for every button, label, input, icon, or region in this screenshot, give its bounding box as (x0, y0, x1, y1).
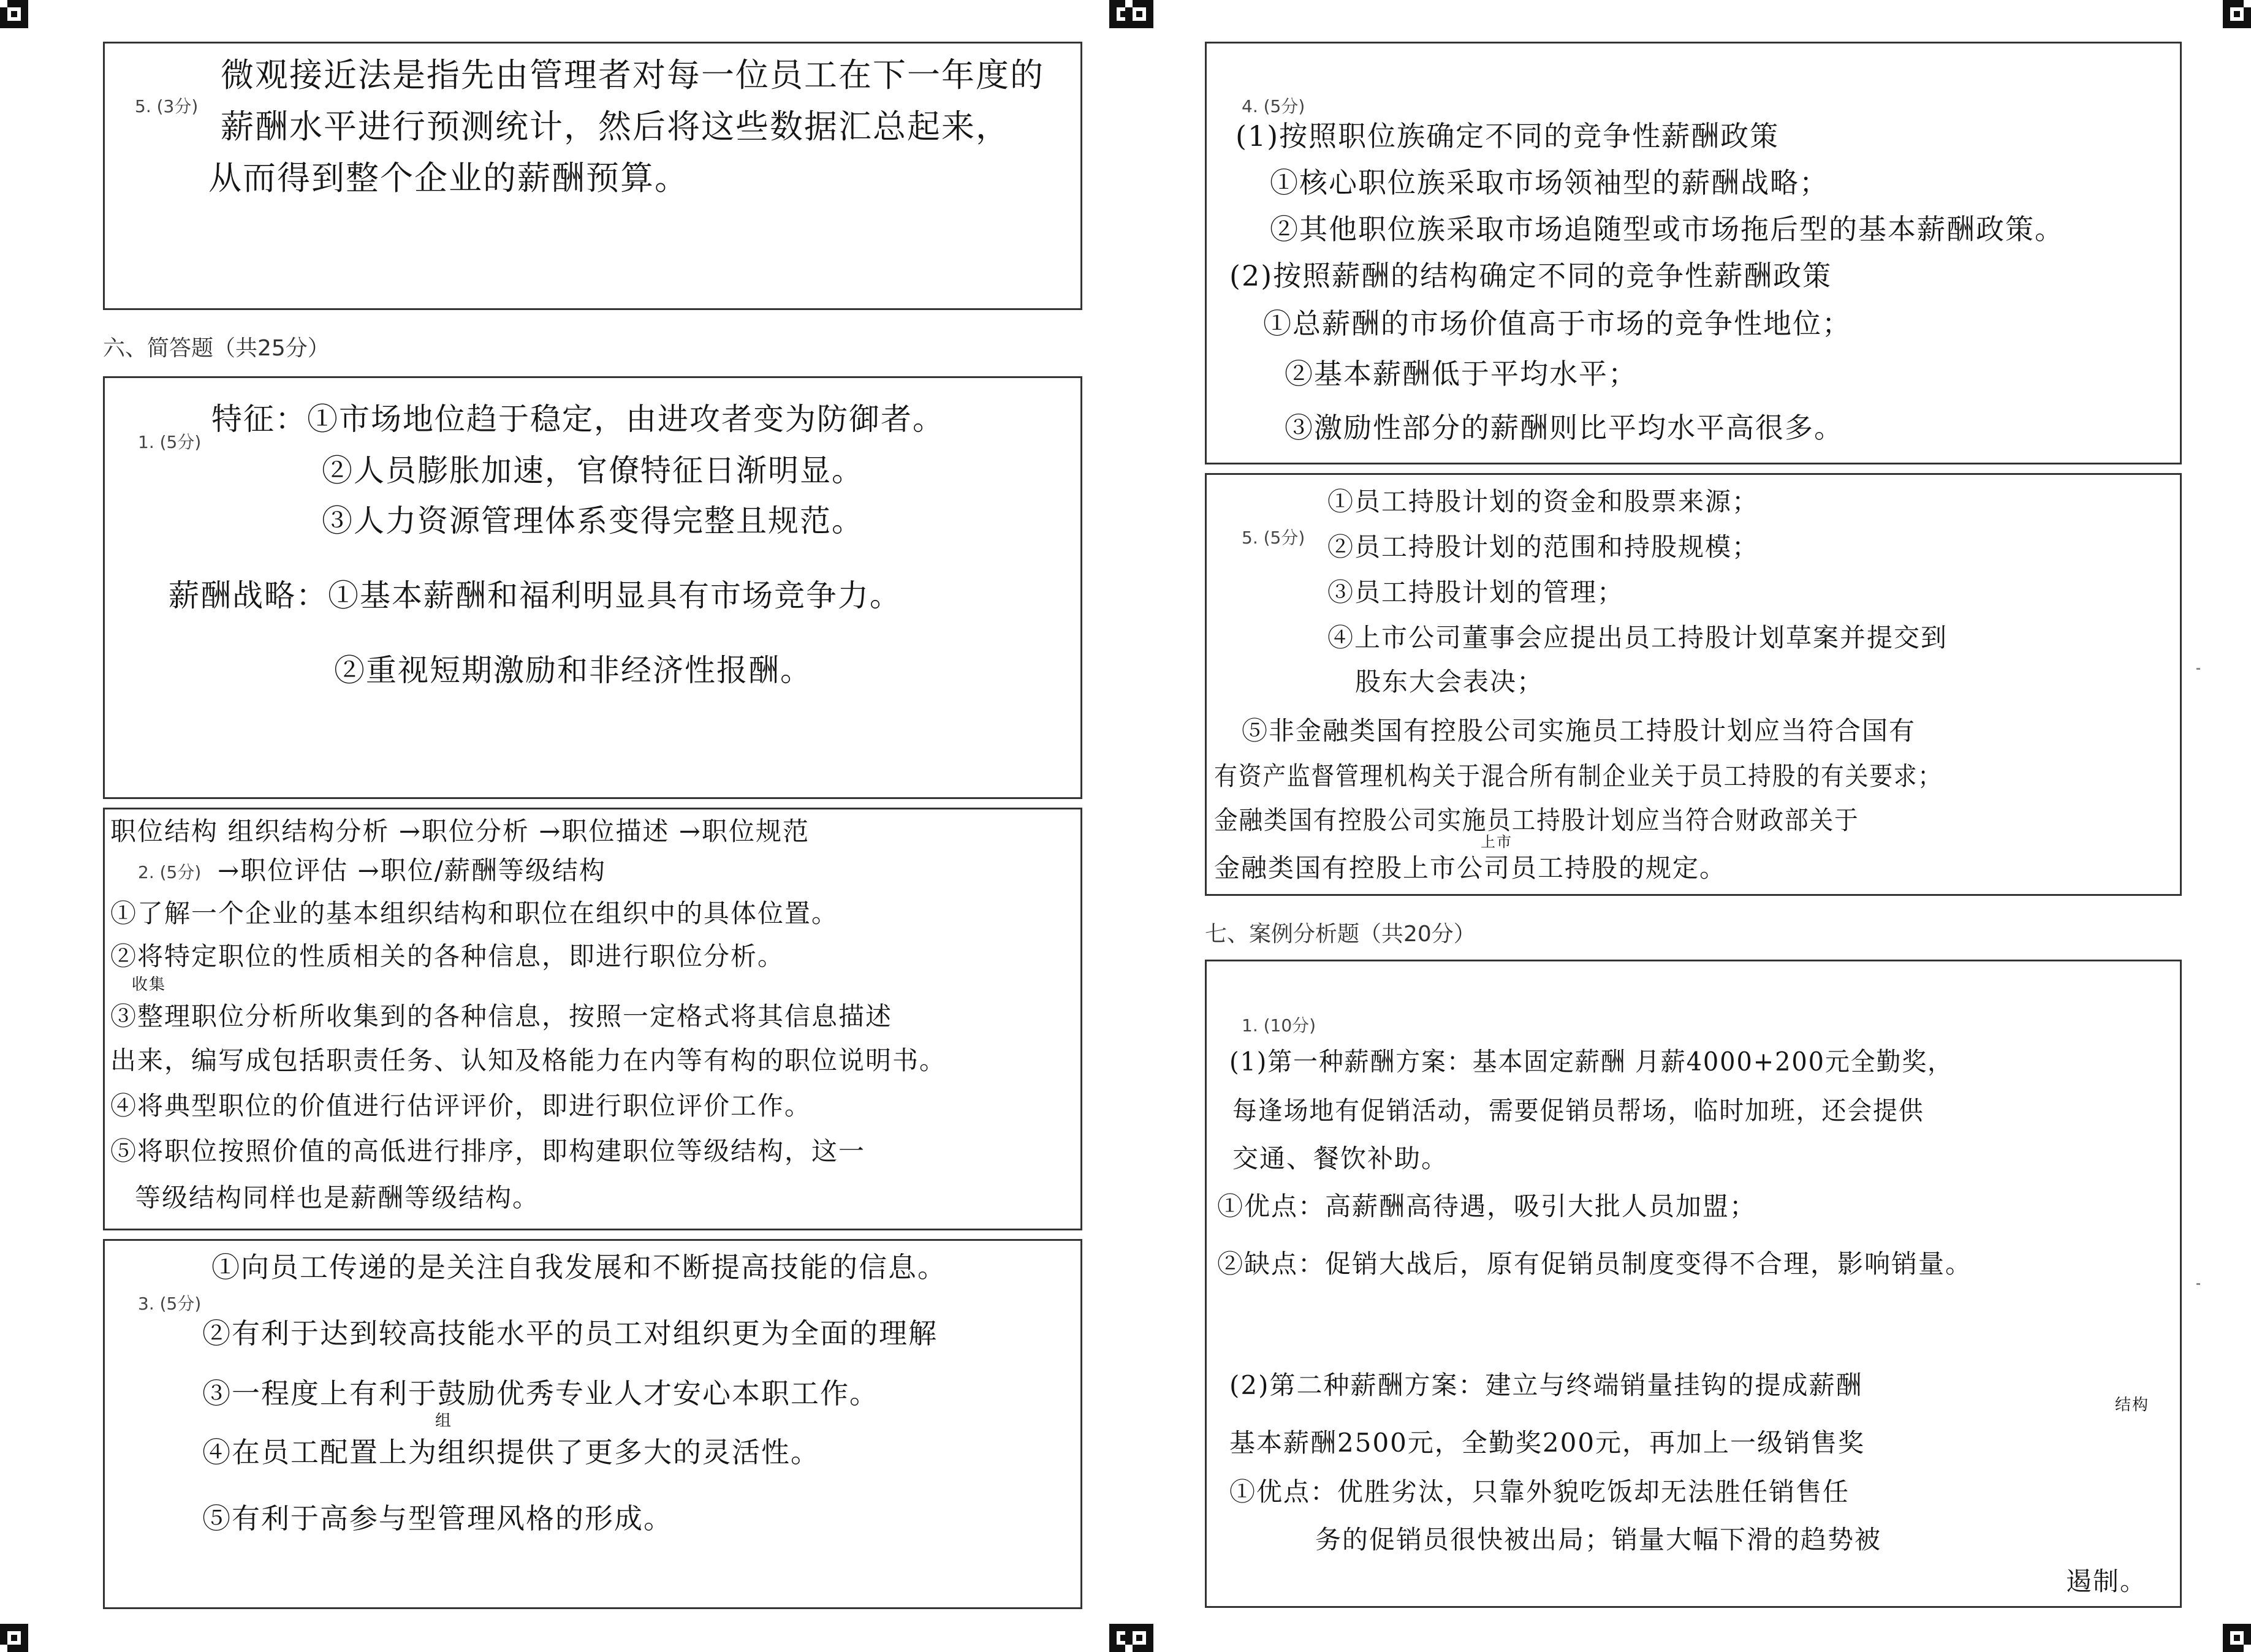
handwritten-line: ④在员工配置上为组织提供了更多大的灵活性。 (202, 1436, 820, 1469)
handwritten-line: 交通、餐饮补助。 (1232, 1143, 1449, 1173)
handwritten-line: 金融类国有控股上市公司员工持股的规定。 (1214, 853, 1727, 883)
handwritten-line: (2)第二种薪酬方案：建立与终端销量挂钩的提成薪酬 (1229, 1370, 1863, 1400)
scan-tick (2196, 1283, 2200, 1285)
handwritten-line: ③一程度上有利于鼓励优秀专业人才安心本职工作。 (202, 1377, 879, 1410)
handwritten-line: 有资产监督管理机构关于混合所有制企业关于员工持股的有关要求； (1214, 761, 1943, 791)
answer-box-q3 (103, 1239, 1082, 1609)
handwritten-line: 等级结构同样也是薪酬等级结构。 (135, 1183, 540, 1213)
handwritten-line: 特征：①市场地位趋于稳定，由进攻者变为防御者。 (211, 401, 944, 437)
handwritten-line: ③员工持股计划的管理； (1327, 577, 1625, 607)
question-label: 2. (5分) (138, 862, 202, 882)
handwritten-line: 从而得到整个企业的薪酬预算。 (208, 159, 689, 197)
handwritten-line: 股东大会表决； (1355, 667, 1544, 697)
handwritten-line: ①优点：高薪酬高待遇，吸引大批人员加盟； (1217, 1191, 1757, 1221)
handwritten-line: ④上市公司董事会应提出员工持股计划草案并提交到 (1327, 623, 1948, 653)
registration-mark-bottom-left (0, 1624, 28, 1652)
answer-sheet-right-page (1125, 0, 2251, 1652)
handwritten-line: 薪酬战略：①基本薪酬和福利明显具有市场竞争力。 (169, 578, 902, 613)
answer-sheet-left-page (0, 0, 1125, 1652)
handwritten-line: 每逢场地有促销活动，需要促销员帮场，临时加班，还会提供 (1232, 1096, 1924, 1126)
handwritten-line: ②缺点：促销大战后，原有促销员制度变得不合理，影响销量。 (1217, 1249, 1973, 1279)
handwritten-line: ①员工持股计划的资金和股票来源； (1327, 487, 1759, 517)
section-title: 七、案例分析题（共20分） (1205, 922, 1476, 947)
scan-tick (2196, 668, 2200, 670)
handwritten-line: ②基本薪酬低于平均水平； (1285, 357, 1638, 390)
registration-mark-top-right (2223, 0, 2251, 28)
question-label: 5. (3分) (135, 96, 199, 116)
handwritten-line: 职位结构 组织结构分析 →职位分析 →职位描述 →职位规范 (110, 816, 810, 846)
handwritten-line: ⑤非金融类国有控股公司实施员工持股计划应当符合国有 (1242, 716, 1916, 746)
section-title: 六、简答题（共25分） (103, 336, 330, 361)
handwritten-line: ①核心职位族采取市场领袖型的薪酬战略； (1270, 166, 1829, 199)
handwritten-line: 金融类国有控股公司实施员工持股计划应当符合财政部关于 (1214, 805, 1859, 835)
handwritten-line: ②人员膨胀加速，官僚特征日渐明显。 (322, 453, 864, 488)
handwritten-line: ①总薪酬的市场价值高于市场的竞争性地位； (1263, 307, 1851, 340)
handwritten-line: ③激励性部分的薪酬则比平均水平高很多。 (1285, 411, 1843, 444)
handwritten-line: 遏制。 (2066, 1566, 2147, 1596)
handwritten-line: ④将典型职位的价值进行估评评价，即进行职位评价工作。 (110, 1091, 812, 1121)
handwritten-line: (1)按照职位族确定不同的竞争性薪酬政策 (1236, 119, 1780, 153)
handwritten-insert: 结构 (2115, 1396, 2150, 1414)
handwritten-line: ②将特定职位的性质相关的各种信息，即进行职位分析。 (110, 941, 785, 971)
answer-box-q4 (1205, 42, 2182, 464)
handwritten-line: ②员工持股计划的范围和持股规模； (1327, 532, 1759, 562)
handwritten-line: ②有利于达到较高技能水平的员工对组织更为全面的理解 (202, 1317, 938, 1350)
handwritten-line: 出来，编写成包括职责任务、认知及格能力在内等有构的职位说明书。 (110, 1045, 947, 1075)
handwritten-line: →职位评估 →职位/薪酬等级结构 (218, 855, 606, 885)
question-label: 3. (5分) (138, 1294, 202, 1314)
handwritten-line: ①优点：优胜劣汰，只靠外貌吃饭却无法胜任销售任 (1229, 1477, 1850, 1507)
handwritten-line: ③人力资源管理体系变得完整且规范。 (322, 503, 864, 539)
question-label: 5. (5分) (1242, 528, 1305, 548)
question-label: 1. (5分) (138, 432, 202, 452)
handwritten-line: ②其他职位族采取市场追随型或市场拖后型的基本薪酬政策。 (1270, 213, 2064, 246)
handwritten-line: ②重视短期激励和非经济性报酬。 (334, 653, 812, 688)
handwritten-insert: 组 (435, 1412, 453, 1430)
handwritten-insert: 上市 (1481, 833, 1513, 851)
registration-mark-top-left (1125, 0, 1153, 28)
handwritten-line: ⑤将职位按照价值的高低进行排序，即构建职位等级结构，这一 (110, 1136, 866, 1166)
registration-mark-top-left (0, 0, 28, 28)
handwritten-line: ①了解一个企业的基本组织结构和职位在组织中的具体位置。 (110, 898, 839, 928)
handwritten-line: ⑤有利于高参与型管理风格的形成。 (202, 1502, 673, 1535)
question-label: 1. (10分) (1242, 1015, 1316, 1036)
handwritten-line: ③整理职位分析所收集到的各种信息，按照一定格式将其信息描述 (110, 1001, 893, 1031)
handwritten-line: 基本薪酬2500元，全勤奖200元，再加上一级销售奖 (1229, 1428, 1866, 1458)
question-label: 4. (5分) (1242, 96, 1305, 116)
handwritten-line: (1)第一种薪酬方案：基本固定薪酬 月薪4000+200元全勤奖， (1229, 1047, 1953, 1077)
handwritten-line: 薪酬水平进行预测统计，然后将这些数据汇总起来， (221, 107, 1010, 146)
handwritten-insert: 收集 (132, 976, 167, 994)
handwritten-line: (2)按照薪酬的结构确定不同的竞争性薪酬政策 (1229, 259, 1832, 292)
handwritten-line: 微观接近法是指先由管理者对每一位员工在下一年度的 (221, 56, 1044, 94)
handwritten-line: ①向员工传递的是关注自我发展和不断提高技能的信息。 (211, 1251, 947, 1284)
handwritten-line: 务的促销员很快被出局；销量大幅下滑的趋势被 (1315, 1525, 1882, 1555)
registration-mark-bottom-right (2223, 1624, 2251, 1652)
registration-mark-bottom-left (1125, 1624, 1153, 1652)
